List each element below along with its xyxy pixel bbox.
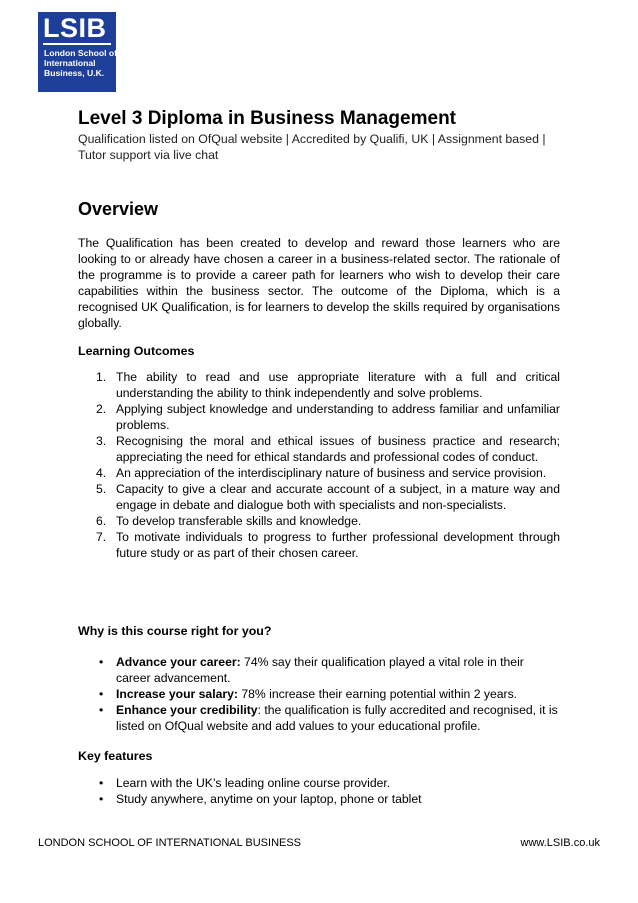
list-item: 7. To motivate individuals to progress to further professional development through future study or as part of their chosen career. [96, 530, 560, 560]
list-item-text: 74% say their qualification played a vital role in their career advancement. [116, 655, 524, 685]
list-item: 2. Applying subject knowledge and understanding to address familiar and unfamiliar problems. [96, 402, 560, 432]
list-item-lead: Advance your career: [116, 655, 241, 669]
key-features-list [78, 775, 560, 807]
list-item: 3. Recognising the moral and ethical issues of business practice and research; appreciating the need for ethical standards and professional codes of conduct. [96, 434, 560, 464]
logo-divider [43, 43, 111, 45]
list-item: 4. An appreciation of the interdisciplinary nature of business and service provision. [96, 466, 547, 480]
list-item-text: : the qualification is fully accredited and recognised, it is listed on OfQual website and add values to your educational profile. [116, 703, 558, 733]
list-item-text: Learn with the UK’s leading online course provider. [116, 776, 391, 790]
overview-text: The Qualification has been created to develop and reward those learners who are looking to or already have chosen a career in a business-related sector. The rationale of the programme is to provide a career path for learners who wish to develop their care capabilities within the business sector. The outcome of the Diploma, which is a recognised UK Qualification, is for learners to develop the skills required by organisations globally. [78, 236, 560, 330]
list-item-text: To develop transferable skills and knowledge. [116, 514, 362, 528]
logo-title: LSIB [43, 13, 107, 43]
list-item-text: Recognising the moral and ethical issues of business practice and research; appreciating the need for ethical standards and professional codes of conduct. [116, 434, 560, 464]
overview-heading: Overview [78, 199, 159, 219]
logo-line: International [44, 58, 96, 68]
list-item-text: Study anywhere, anytime on your laptop, phone or tablet [116, 792, 422, 806]
list-item: • Increase your salary: 78% increase their earning potential within 2 years. [99, 687, 518, 701]
list-item-lead: Increase your salary: [116, 687, 238, 701]
list-item: 5. Capacity to give a clear and accurate account of a subject, in a mature way and engage in debate and dialogue both with specialists and non-specialists. [96, 482, 560, 512]
list-item-text: 78% increase their earning potential within 2 years. [237, 687, 518, 701]
key-features-heading: Key features [78, 749, 153, 763]
list-item: • Advance your career: 74% say their qualification played a vital role in their career advancement. [99, 655, 524, 685]
learning-outcomes-heading: Learning Outcomes [78, 344, 195, 358]
learning-outcomes-list [78, 369, 560, 561]
list-item-text: The ability to read and use appropriate literature with a full and critical understanding the ability to think independently and solve problems. [116, 370, 560, 400]
list-item: • Learn with the UK’s leading online course provider. [99, 776, 391, 790]
why-list [78, 654, 560, 734]
footer-org-name: LONDON SCHOOL OF INTERNATIONAL BUSINESS [38, 837, 302, 849]
logo-line: Business, U.K. [44, 68, 105, 78]
page-subtitle: Qualification listed on OfQual website | Accredited by Qualifi, UK | Assignment based | Tutor support via live chat [78, 132, 546, 162]
list-item: 6. To develop transferable skills and knowledge. [96, 514, 362, 528]
list-item: • Study anywhere, anytime on your laptop, phone or tablet [99, 792, 422, 806]
page-title: Level 3 Diploma in Business Management [78, 108, 456, 129]
footer-website: www.LSIB.co.uk [520, 837, 600, 849]
logo-subtitle [44, 48, 118, 78]
list-item-text: Capacity to give a clear and accurate account of a subject, in a mature way and engage in debate and dialogue both with specialists and non-specialists. [116, 482, 560, 512]
list-item: 1. The ability to read and use appropriate literature with a full and critical understanding the ability to think independently and solve problems. [96, 370, 560, 400]
logo-line: London School of [44, 48, 118, 58]
list-item-lead: Enhance your credibility [116, 703, 258, 717]
list-item: • Enhance your credibility: the qualification is fully accredited and recognised, it is listed on OfQual website and add values to your educational profile. [99, 703, 558, 733]
list-item-text: An appreciation of the interdisciplinary nature of business and service provision. [116, 466, 547, 480]
list-item-text: Applying subject knowledge and understanding to address familiar and unfamiliar problems. [116, 402, 560, 432]
lsib-logo [38, 12, 116, 92]
list-item-text: To motivate individuals to progress to further professional development through future study or as part of their chosen career. [116, 530, 560, 560]
why-heading: Why is this course right for you? [78, 624, 272, 638]
